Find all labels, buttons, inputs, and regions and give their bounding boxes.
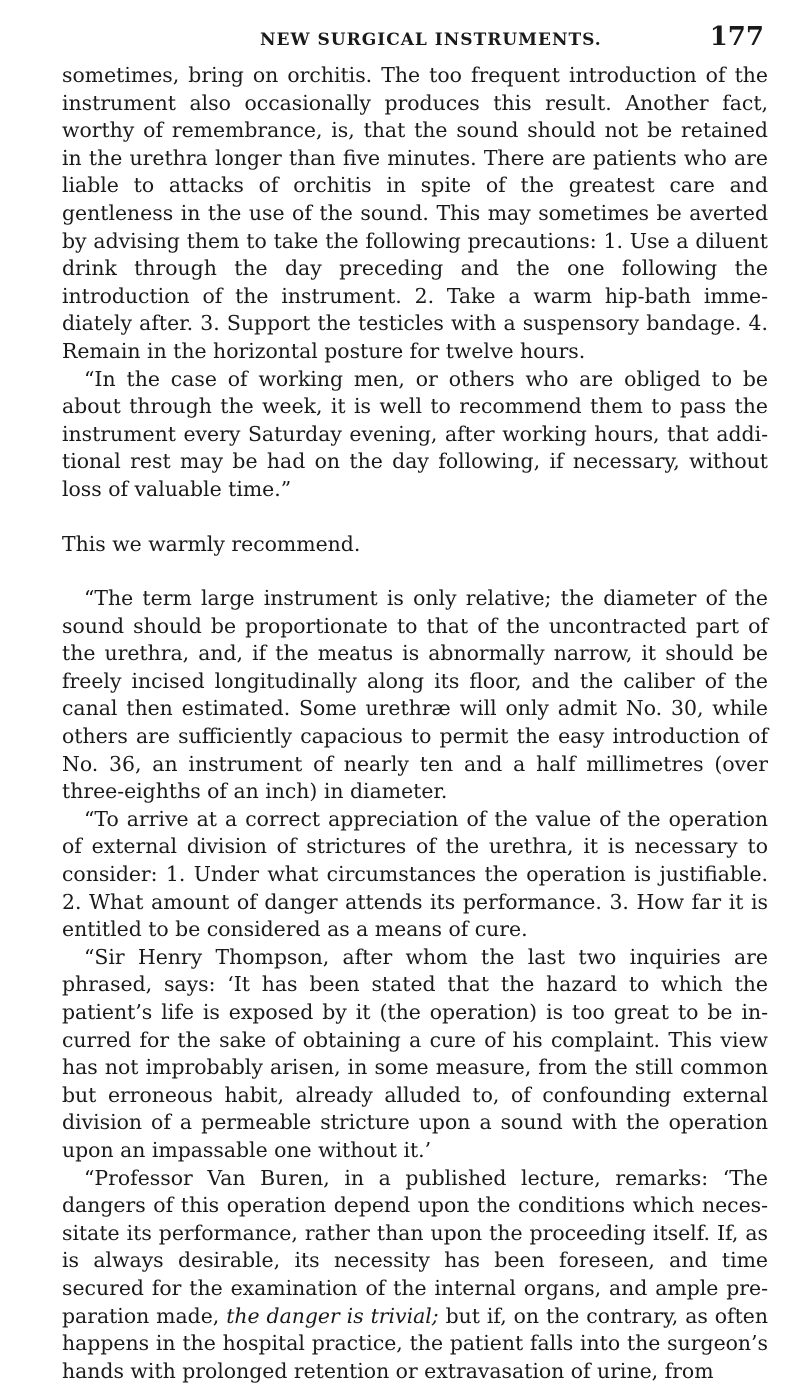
- page-number: 177: [709, 22, 764, 52]
- van-buren-italic-phrase: the danger is trivial;: [226, 1303, 439, 1328]
- paragraph-large-instrument: “The term large instrument is only relative; the diameter of the sound should be proportionate to that of the uncontracted part of the urethra, and, if the meatus is abnormally narrow, it should be freely incised longitudinally along its floor, and the caliber of the canal then estimated. Some urethræ will only admit No. 30, while others are sufficiently capacious to permit the easy introduction of No. 36, an instrument of nearly ten and a half millimetres (over three-eighths of an inch) in diameter.: [62, 586, 768, 804]
- page-header: [62, 22, 768, 62]
- paragraph-working-men-quote: “In the case of working men, or others who are obliged to be about through the week, it is well to recommend them to pass the instrument every Saturday evening, after working hours, that additional rest may be had on the day following, if necessary, without loss of valuable time.”: [62, 366, 768, 501]
- paragraph-external-division: “To arrive at a correct appreciation of the value of the operation of external division of strictures of the urethra, it is necessary to consider: 1. Under what circumstances the operation is justifiable. 2. What amount of danger attends its performance. 3. How far it is entitled to be considered as a means of cure.: [62, 806, 768, 942]
- paragraph-orchitis: sometimes, bring on orchitis. The too frequent introduction of the instrument also occasionally produces this result. Another fact, worthy of remembrance, is, that the sound should not be retained in the urethra longer than five minutes. There are patients who are liable to attacks of orchitis in spite of the greatest care and gentleness in the use of the sound. This may sometimes be averted by advising them to take the following precautions: 1. Use a diluent drink through the day preceding and the one following the introduction of the instrument. 2. Take a warm hip-bath immediately after. 3. Support the testicles with a suspensory bandage. 4. Remain in the horizontal posture for twelve hours.: [62, 63, 768, 363]
- van-buren-text-start: “Professor Van Buren, in a published lecture, remarks: ‘The dangers of this operation depend upon the conditions which necessitate its performance, rather than upon the proceeding itself. If, as is always desirable, its necessity has been foreseen, and time secured for the examination of the internal organs, and ample preparation made,: [62, 1165, 768, 1328]
- body-text: [62, 62, 768, 1385]
- van-buren-text-end: but if, on the contrary, as often happens in the hospital practice, the patient falls into the surgeon’s hands with prolonged retention or extravasation of urine, from: [62, 1303, 768, 1383]
- paragraph-van-buren: [62, 1165, 768, 1386]
- running-head: NEW SURGICAL INSTRUMENTS.: [260, 30, 602, 50]
- paragraph-recommendation: This we warmly recommend.: [62, 531, 361, 556]
- book-page: [62, 22, 768, 1385]
- paragraph-henry-thompson: “Sir Henry Thompson, after whom the last two inquiries are phrased, says: ‘It has been stated that the hazard to which the patient’s life is exposed by it (the operation) is too great to be incurred for the sake of obtaining a cure of his complaint. This view has not improbably arisen, in some measure, from the still common but erroneous habit, already alluded to, of confounding external division of a permeable stricture upon a sound with the operation upon an impassable one without it.’: [62, 944, 768, 1162]
